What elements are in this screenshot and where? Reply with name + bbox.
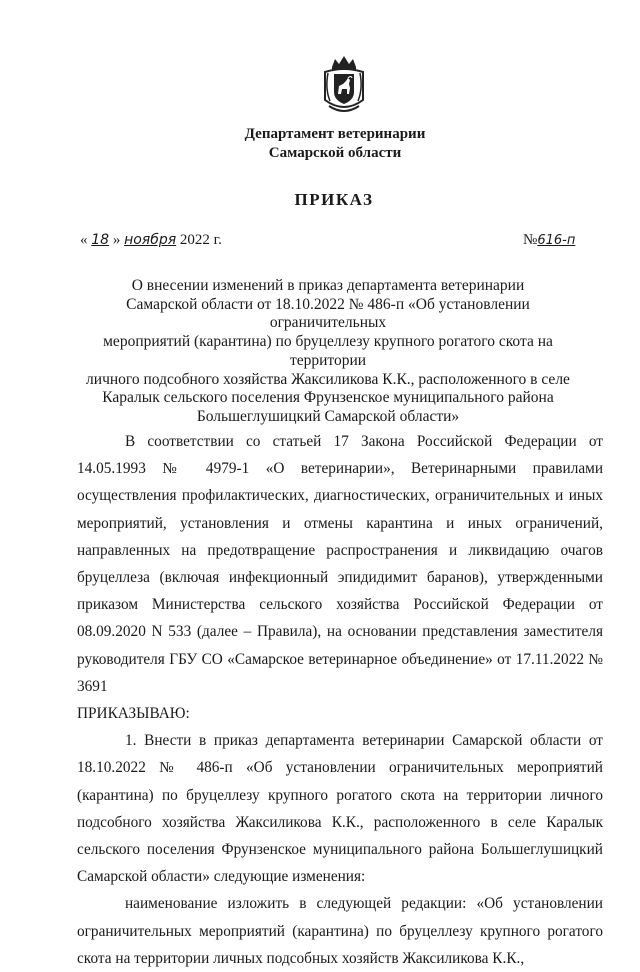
subject-line: мероприятий (карантина) по бруцеллезу крупного рогатого скота на территории: [103, 333, 553, 369]
date-year: 2022 г.: [179, 232, 222, 248]
order-date: [80, 232, 222, 249]
amendment-paragraph: наименование изложить в следующей редакции: «Об установлении ограничительных мероприятий (карантина) по бруцеллезу крупного рогатого скота на территории личных подсобных хозяйств Жаксиликова К.К.,: [77, 895, 603, 967]
order-number: [523, 232, 575, 249]
subject-line: Большеглушицкий Самарской области»: [196, 407, 460, 425]
document-type-title: ПРИКАЗ: [294, 190, 374, 209]
date-open-quote: «: [80, 232, 88, 248]
subject-line: личного подсобного хозяйства Жаксиликова К.К., расположенного в селе: [86, 370, 570, 388]
clause-1-paragraph: 1. Внести в приказ департамента ветеринарии Самарской области от 18.10.2022 № 486-п «Об установлении ограничительных мероприятий (карантина) по бруцеллезу крупного рогатого скота на территории личного подсобного хозяйства Жаксиликова К.К., расположенного в селе Каралык сельского поселения Фрунзенское муниципального района Большеглушицкий Самарской области» следующие изменения:: [77, 732, 603, 886]
number-prefix: №: [523, 232, 538, 248]
subject-line: О внесении изменений в приказ департамента ветеринарии: [131, 277, 525, 294]
date-close-quote: »: [112, 232, 121, 248]
order-keyword: ПРИКАЗЫВАЮ:: [77, 705, 190, 723]
department-name-line1: Департамент ветеринарии: [244, 126, 426, 142]
samara-coat-of-arms-icon: [321, 54, 367, 116]
subject-line: Каралык сельского поселения Фрунзенское муниципального района: [102, 389, 554, 407]
order-body: [77, 428, 603, 972]
department-name-line2: Самарской области: [268, 145, 402, 161]
date-month: ноября: [124, 232, 177, 248]
number-value: 616-п: [537, 233, 576, 248]
date-day: 18: [91, 232, 110, 248]
subject-line: Самарской области от 18.10.2022 № 486-п «Об установлении ограничительных: [126, 295, 530, 332]
order-subject: [68, 277, 588, 427]
preamble-paragraph: В соответствии со статьей 17 Закона Российской Федерации от 14.05.1993 № 4979-1 «О ветеринарии», Ветеринарными правилами осуществления профилактических, диагностических, ограничительных и иных мероприятий, установления и отмены карантина и иных ограничений, направленных на предотвращение распространения и ликвидацию очагов бруцеллеза (включая инфекционный эпидидимит баранов), утвержденными приказом Министерства сельского хозяйства Российской Федерации от 08.09.2020 N 533 (далее – Правила), на основании представления заместителя руководителя ГБУ СО «Самарское ветеринарное объединение» от 17.11.2022 № 3691: [77, 433, 603, 695]
